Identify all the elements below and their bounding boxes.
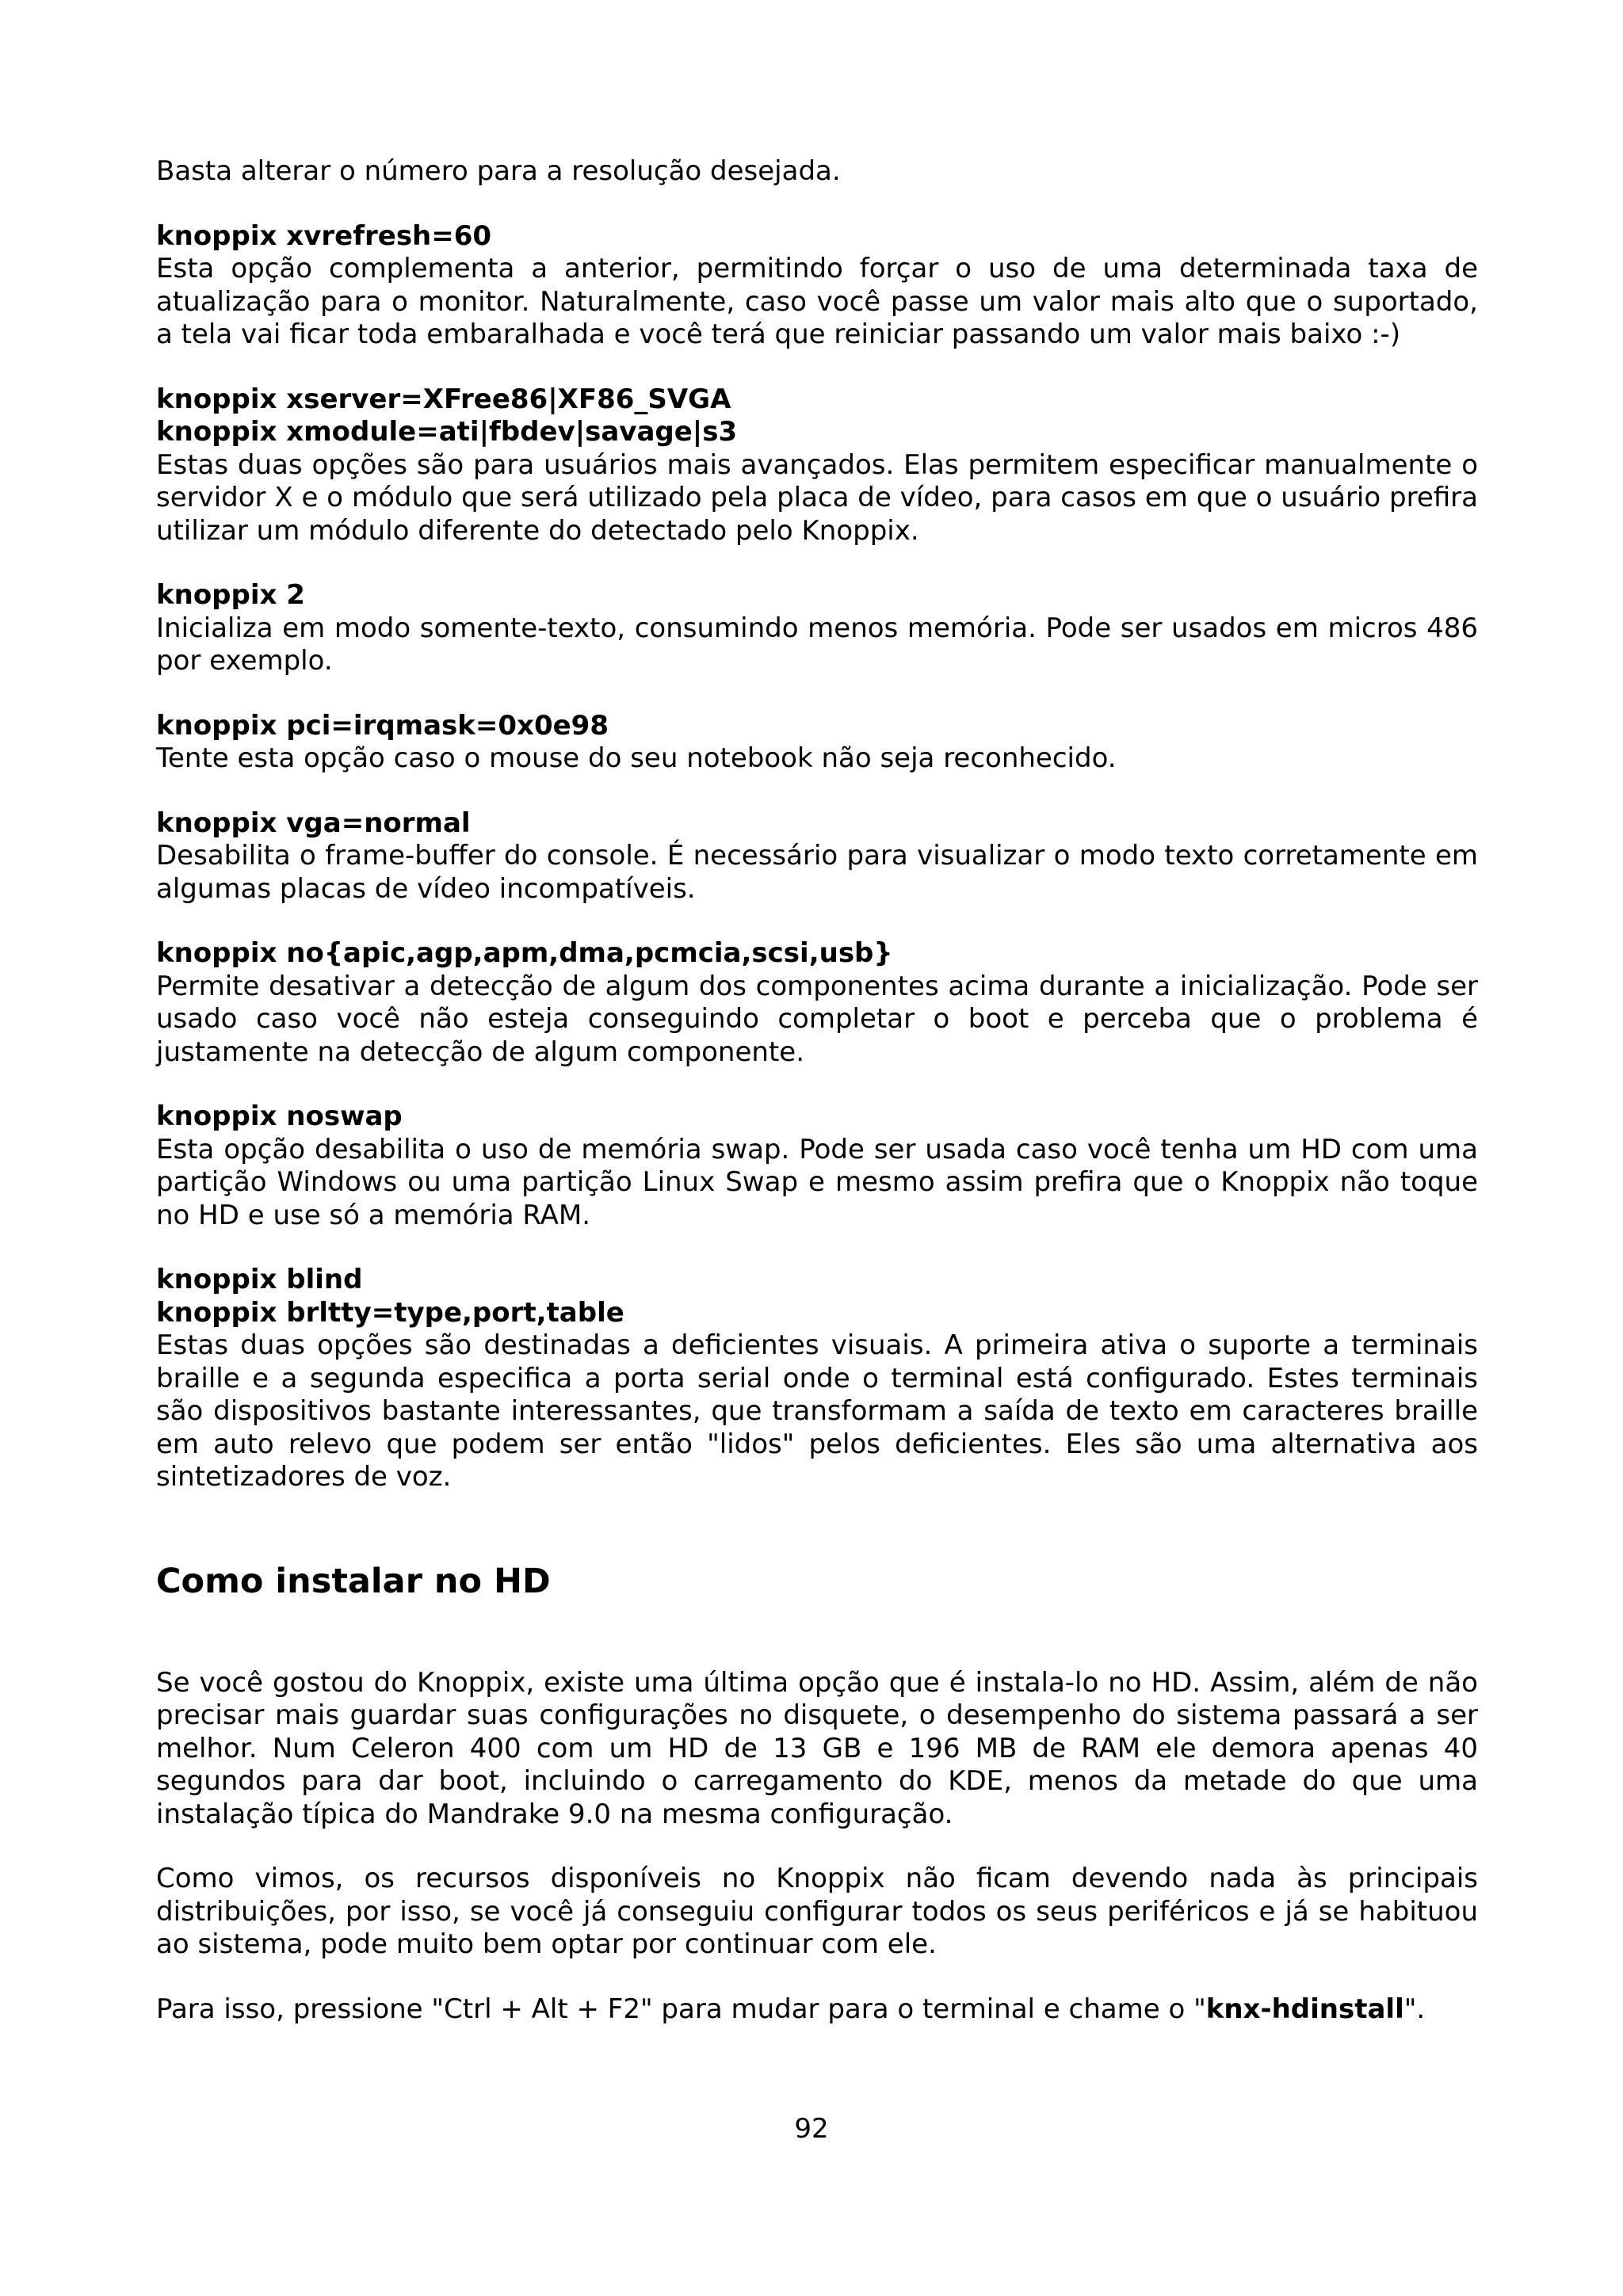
options-list: [156, 220, 1478, 1494]
page-number: 92: [794, 2113, 829, 2145]
option-entry: [156, 579, 1478, 678]
document-page: [156, 155, 1478, 2026]
section-paragraph: [156, 1993, 1478, 2027]
option-description: Desabilita o frame-buffer do console. É necessário para visualizar o modo texto corretamente em algumas placas de vídeo incompatíveis.: [156, 840, 1478, 905]
option-command: knoppix blind: [156, 1264, 363, 1295]
option-command: knoppix 2: [156, 579, 305, 611]
option-description: Permite desativar a detecção de algum dos componentes acima durante a inicialização. Pode ser usado caso você não esteja conseguindo completar o boot e perceba que o problema é justamente na detecção de algum componente.: [156, 970, 1478, 1068]
command-name: knx-hdinstall: [1205, 1993, 1404, 2025]
paragraph-text: ".: [1403, 1993, 1426, 2025]
option-description: Inicializa em modo somente-texto, consumindo menos memória. Pode ser usados em micros 486 por exemplo.: [156, 612, 1478, 677]
option-description: Estas duas opções são para usuários mais avançados. Elas permitem especificar manualmente o servidor X e o módulo que será utilizado pela placa de vídeo, para casos em que o usuário prefira utilizar um módulo diferente do detectado pelo Knoppix.: [156, 448, 1478, 547]
option-command: knoppix brltty=type,port,table: [156, 1296, 624, 1329]
option-command: knoppix xmodule=ati|fbdev|savage|s3: [156, 416, 738, 448]
intro-paragraph: Basta alterar o número para a resolução desejada.: [156, 155, 841, 187]
option-entry: [156, 1100, 1478, 1232]
option-entry: [156, 1264, 1478, 1494]
option-entry: [156, 220, 1478, 352]
option-command: knoppix xvrefresh=60: [156, 219, 492, 252]
paragraph-text: Para isso, pressione "Ctrl + Alt + F2" para mudar para o terminal e chame o ": [156, 1993, 1206, 2025]
option-description: Tente esta opção caso o mouse do seu notebook não seja reconhecido.: [156, 742, 1117, 774]
option-description: Esta opção complementa a anterior, permitindo forçar o uso de uma determinada taxa de atualização para o monitor. Naturalmente, caso você passe um valor mais alto que o suportado, a tela vai ficar toda embaralhada e você terá que reiniciar passando um valor mais baixo :-): [156, 253, 1478, 350]
option-command: knoppix xserver=XFree86|XF86_SVGA: [156, 383, 731, 415]
option-entry: [156, 937, 1478, 1069]
section-paragraph: Se você gostou do Knoppix, existe uma última opção que é instala-lo no HD. Assim, além de não precisar mais guardar suas configurações no disquete, o desempenho do sistema passará a ser melhor. Num Celeron 400 com um HD de 13 GB e 196 MB de RAM ele demora apenas 40 segundos para dar boot, incluindo o carregamento do KDE, menos da metade do que uma instalação típica do Mandrake 9.0 na mesma configuração.: [156, 1666, 1478, 1830]
section-paragraph: Como vimos, os recursos disponíveis no Knoppix não ficam devendo nada às principais distribuições, por isso, se você já conseguiu configurar todos os seus periféricos e já se habituou ao sistema, pode muito bem optar por continuar com ele.: [156, 1863, 1478, 1960]
section-body: [156, 1667, 1478, 2027]
option-command: knoppix vga=normal: [156, 807, 471, 839]
option-command: knoppix no{apic,agp,apm,dma,pcmcia,scsi,usb}: [156, 937, 893, 969]
option-command: knoppix pci=irqmask=0x0e98: [156, 709, 609, 742]
option-description: Estas duas opções são destinadas a deficientes visuais. A primeira ativa o suporte a terminais braille e a segunda especifica a porta serial onde o terminal está configurado. Estes terminais são dispositivos bastante interessantes, que transformam a saída de texto em caracteres braille em auto relevo que podem ser então "lidos" pelos deficientes. Eles são uma alternativa aos sintetizadores de voz.: [156, 1329, 1478, 1493]
section-heading: Como instalar no HD: [156, 1561, 551, 1601]
option-description: Esta opção desabilita o uso de memória swap. Pode ser usada caso você tenha um HD com uma partição Windows ou uma partição Linux Swap e mesmo assim prefira que o Knoppix não toque no HD e use só a memória RAM.: [156, 1133, 1478, 1231]
option-entry: [156, 710, 1478, 776]
option-entry: [156, 383, 1478, 548]
option-command: knoppix noswap: [156, 1100, 403, 1132]
option-entry: [156, 807, 1478, 906]
